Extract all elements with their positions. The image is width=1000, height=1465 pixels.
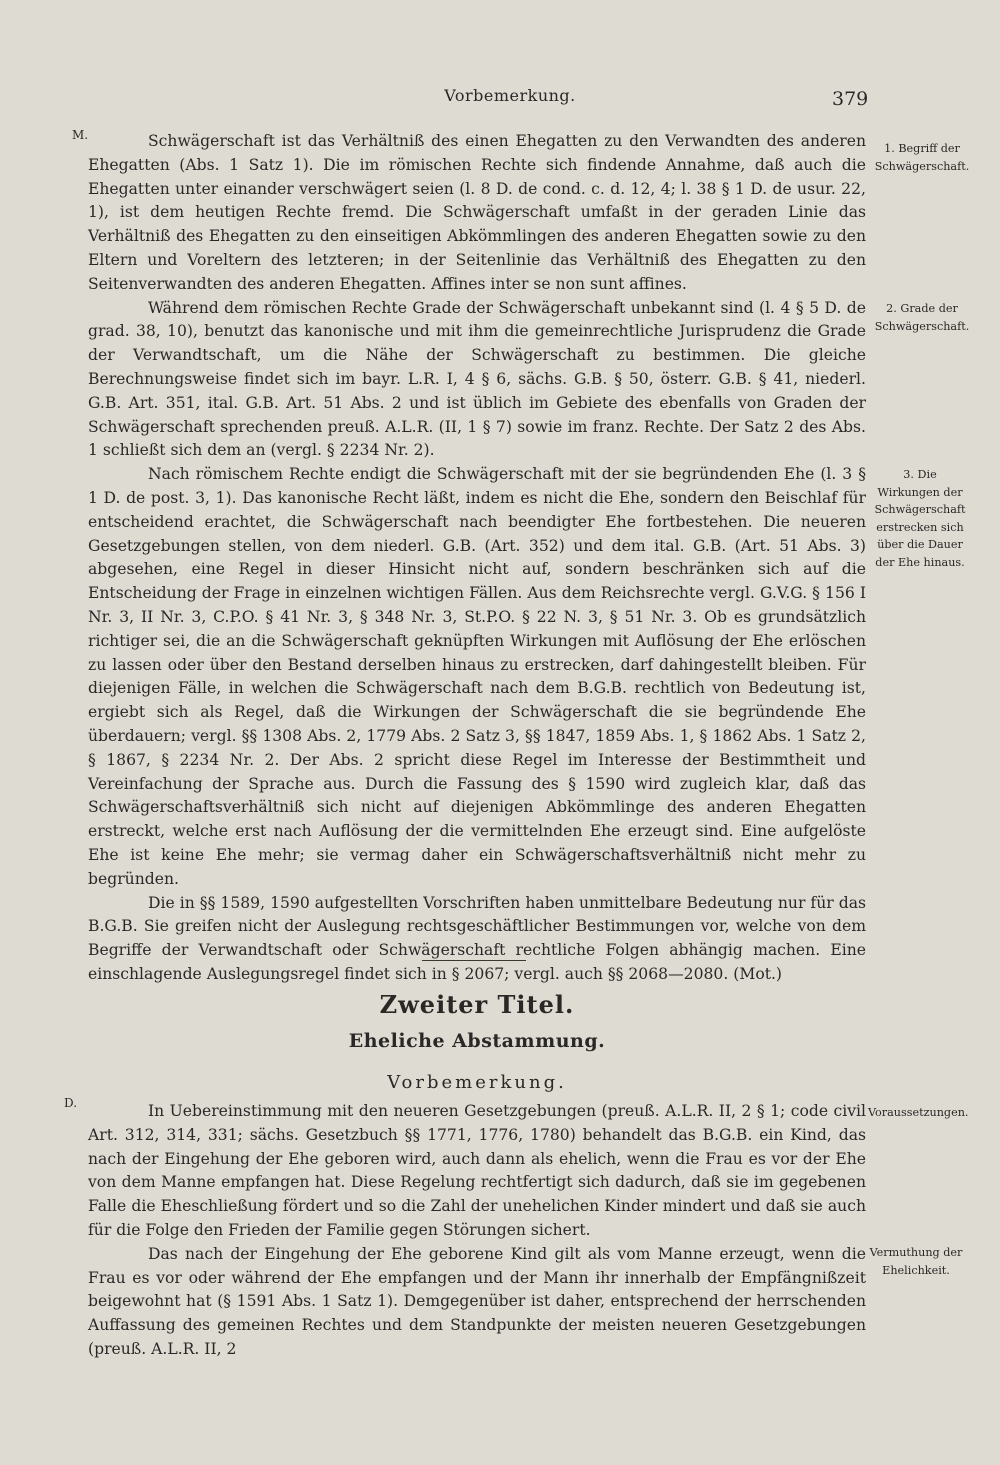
margin-note: 3. Die Wirkungen der Schwägerschaft erstrecken sich über die Dauer der Ehe hinaus.: [874, 468, 966, 569]
section-divider: [422, 960, 526, 961]
paragraph: Die in §§ 1589, 1590 aufgestellten Vorschriften haben unmittelbare Bedeutung nur für das B.G.B. Sie greifen nicht der Auslegung rechtsgeschäftlicher Bestimmungen vor, welche von dem Begriffe der Verwandtschaft oder Schwägerschaft rechtliche Folgen abhängig machen. Eine einschlagende Auslegungsregel findet sich in § 2067; vergl. auch §§ 2068—2080. (Mot.): [88, 893, 866, 983]
paragraph: Während dem römischen Rechte Grade der Schwägerschaft unbekannt sind (l. 4 § 5 D. de grad. 38, 10), benutzt das kanonische und mit ihm die gemeinrechtliche Jurisprudenz die Grade der Verwandtschaft, um die Nähe der Schwägerschaft zu bestimmen. Die gleiche Berechnungsweise findet sich im bayr. L.R. I, 4 § 6, sächs. G.B. § 50, österr. G.B. § 41, niederl. G.B. Art. 351, ital. G.B. Art. 51 Abs. 2 und ist üblich im Gebiete des ebenfalls von Graden der Schwägerschaft sprechenden preuß. A.L.R. (II, 1 § 7) sowie im franz. Rechte. Der Satz 2 des Abs. 1 schließt sich dem an (vergl. § 2234 Nr. 2).: [88, 298, 866, 460]
main-text: [88, 1100, 866, 1362]
section-siglum: M.: [72, 128, 89, 142]
running-head: Vorbemerkung.: [444, 86, 576, 105]
paragraph: Schwägerschaft ist das Verhältniß des einen Ehegatten zu den Verwandten des anderen Ehegatten (Abs. 1 Satz 1). Die im römischen Rechte sich findende Annahme, daß auch die Ehegatten unter einander verschwägert seien (l. 8 D. de cond. c. d. 12, 4; l. 38 § 1 D. de usur. 22, 1), ist dem heutigen Rechte fremd. Die Schwägerschaft umfaßt in der geraden Linie das Verhältniß des Ehegatten zu den einseitigen Abkömmlingen des anderen Ehegatten sowie zu den Eltern und Voreltern des letzteren; in der Seitenlinie das Verhältniß des Ehegatten zu den Seitenverwandten des anderen Ehegatten. Affines inter se non sunt affines.: [88, 132, 866, 293]
paragraph: Nach römischem Rechte endigt die Schwägerschaft mit der sie begründenden Ehe (l. 3 § 1 D. de post. 3, 1). Das kanonische Recht läßt, indem es nicht die Ehe, sondern den Beischlaf für entscheidend erachtet, die Schwägerschaft nach beendigter Ehe fortbestehen. Die neueren Gesetzgebungen stellen, von dem niederl. G.B. (Art. 352) und dem ital. G.B. (Art. 51 Abs. 3) abgesehen, eine Regel in dieser Hinsicht nicht auf, sondern beschränken sich auf die Entscheidung der Frage in einzelnen wichtigen Fällen. Aus dem Reichsrechte vergl. G.V.G. § 156 I Nr. 3, II Nr. 3, C.P.O. § 41 Nr. 3, § 348 Nr. 3, St.P.O. § 22 N. 3, § 51 Nr. 3. Ob es grundsätzlich richtiger sei, die an die Schwägerschaft geknüpften Wirkungen mit Auflösung der Ehe erlöschen zu lassen oder über den Bestand derselben hinaus zu erstrecken, darf dahingestellt bleiben. Für diejenigen Fälle, in welchen die Schwägerschaft nach dem B.G.B. rechtlich von Bedeutung ist, ergiebt sich als Regel, daß die Wirkungen der Schwägerschaft die sie begründende Ehe überdauern; vergl. §§ 1308 Abs. 2, 1779 Abs. 2 Satz 3, §§ 1847, 1859 Abs. 1, § 1862 Abs. 1 Satz 2, § 1867, § 2234 Nr. 2. Der Abs. 2 spricht diese Regel im Interesse der Bestimmtheit und Vereinfachung der Sprache aus. Durch die Fassung des § 1590 wird zugleich klar, daß das Schwägerschaftsverhältniß sich nicht auf diejenigen Abkömmlinge des anderen Ehegatten erstreckt, welche erst nach Auflösung der die vermittelnden Ehe erzeugt sind. Eine aufgelöste Ehe ist keine Ehe mehr; sie vermag daher ein Schwägerschaftsverhältniß nicht mehr zu begründen.: [88, 465, 866, 888]
title-heading: Zweiter Titel.: [379, 990, 575, 1019]
margin-note: Voraussetzungen.: [868, 1106, 969, 1119]
section-siglum: D.: [64, 1096, 78, 1110]
main-text: [88, 130, 866, 987]
margin-note: 2. Grade der Schwägerschaft.: [874, 302, 970, 333]
title-subheading: Eheliche Abstammung.: [348, 1030, 606, 1052]
margin-note: 1. Begriff der Schwägerschaft.: [874, 142, 970, 173]
page-number: 379: [832, 88, 869, 110]
preface-heading: Vorbemerkung.: [387, 1072, 567, 1093]
paragraph: Das nach der Eingehung der Ehe geborene Kind gilt als vom Manne erzeugt, wenn die Frau es vor oder während der Ehe empfangen und der Mann ihr innerhalb der Empfängnißzeit beigewohnt hat (§ 1591 Abs. 1 Satz 1). Demgegenüber ist daher, entsprechend der herrschenden Auffassung des gemeinen Rechtes und dem Standpunkte der meisten neueren Gesetzgebungen (preuß. A.L.R. II, 2: [88, 1244, 866, 1358]
paragraph: In Uebereinstimmung mit den neueren Gesetzgebungen (preuß. A.L.R. II, 2 § 1; code civil Art. 312, 314, 331; sächs. Gesetzbuch §§ 1771, 1776, 1780) behandelt das B.G.B. ein Kind, das nach der Eingehung der Ehe geboren wird, auch dann als ehelich, wenn die Frau es vor der Ehe von dem Manne empfangen hat. Diese Regelung rechtfertigt sich dadurch, daß sie im gegebenen Falle die Eheschließung fördert und so die Zahl der unehelichen Kinder mindert und daß sie auch für die Folge den Frieden der Familie gegen Störungen sichert.: [88, 1102, 866, 1239]
margin-note: Vermuthung der Ehelichkeit.: [869, 1246, 963, 1277]
